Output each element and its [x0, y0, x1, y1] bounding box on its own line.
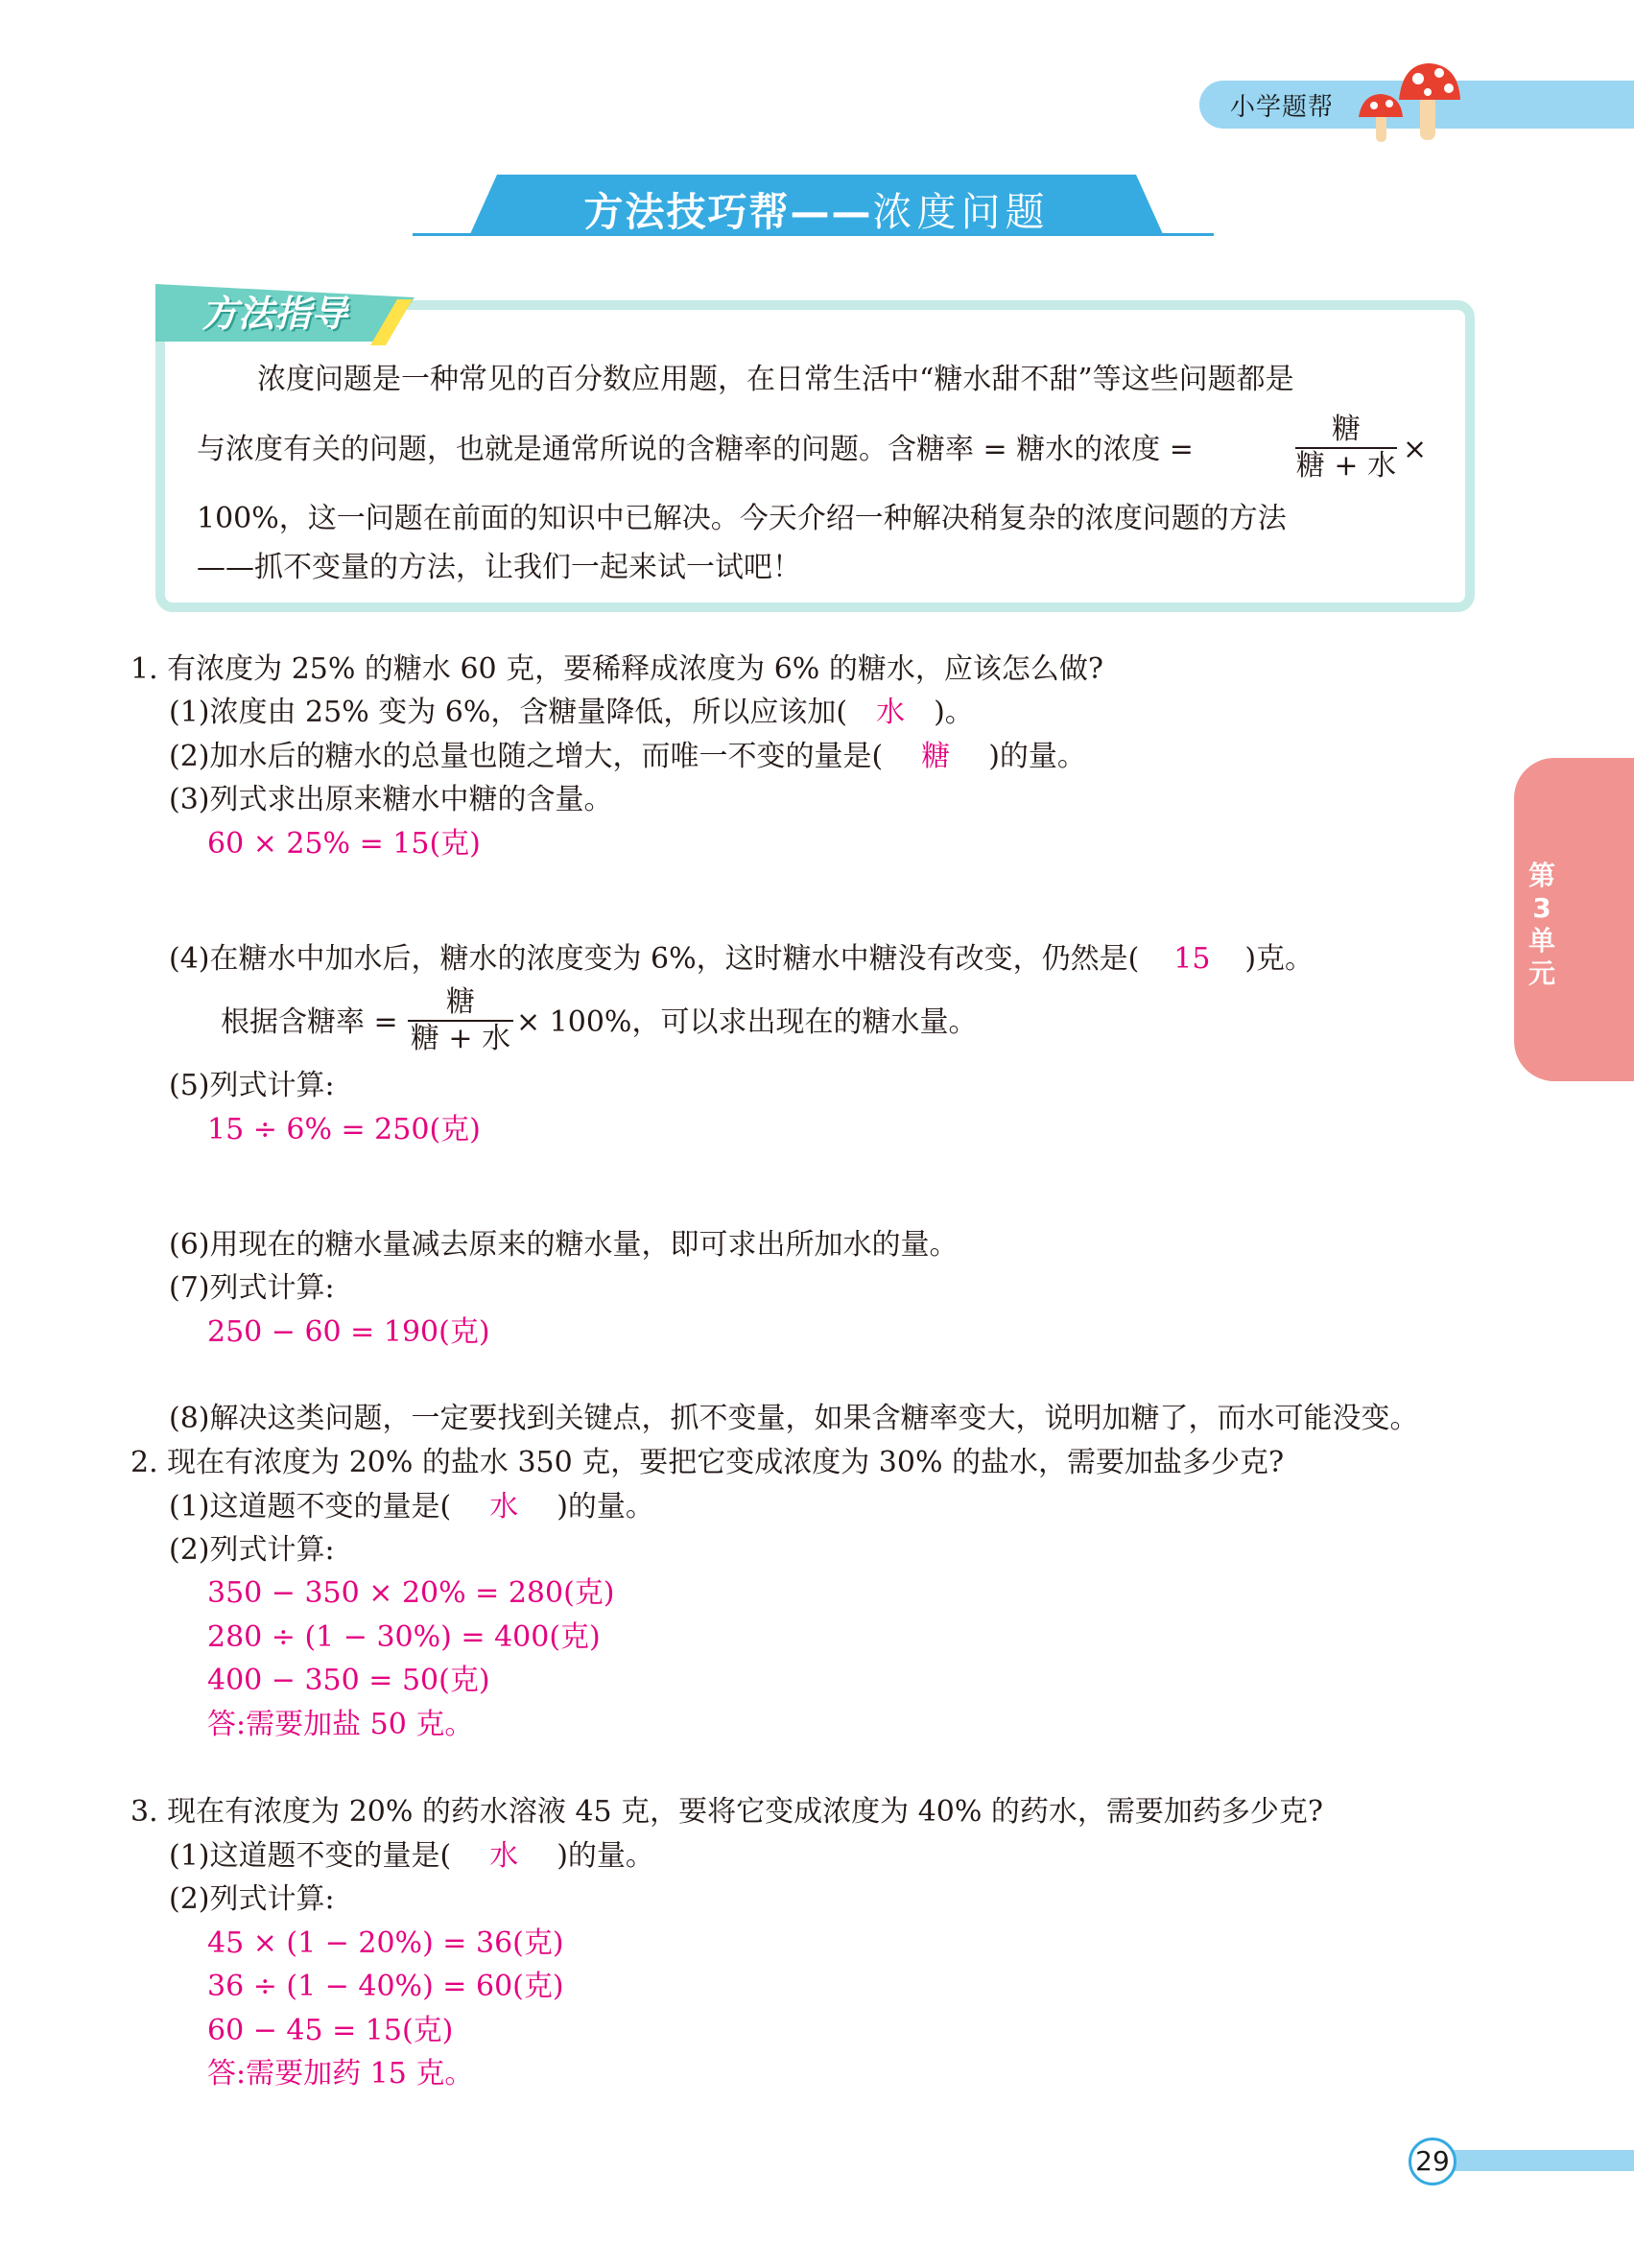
brand-label: 小学题帮	[1230, 93, 1335, 122]
page-title	[470, 180, 1163, 237]
q2-answer-2: 280 ÷ (1 − 30%) = 400(克)	[207, 1620, 601, 1654]
q1-sub-4	[169, 942, 1314, 977]
mushroom-icon	[1351, 58, 1464, 146]
q2-s1-post: )的量。	[557, 1490, 654, 1524]
guide-line-1: 浓度问题是一种常见的百分数应用题，在日常生活中“糖水甜不甜”等这些问题都是	[257, 363, 1294, 396]
q3-answer-3: 60 − 45 = 15(克)	[207, 2014, 454, 2047]
page-number-strip	[1434, 2150, 1634, 2171]
guide-fraction-denominator: 糖 + 水	[1295, 449, 1397, 483]
q1-sub-8: (8)解决这类问题，一定要找到关键点，抓不变量，如果含糖率变大，说明加糖了，而水可能没变。	[169, 1402, 1419, 1435]
q1-sub-7: (7)列式计算:	[169, 1271, 335, 1305]
guide-line-3: 100%，这一问题在前面的知识中已解决。今天介绍一种解决稍复杂的浓度问题的方法	[197, 502, 1287, 535]
title-sub: 浓度问题	[872, 189, 1050, 235]
q3-sub-2: (2)列式计算:	[169, 1882, 335, 1916]
q3-answer-2: 36 ÷ (1 − 40%) = 60(克)	[207, 1970, 564, 2003]
q3-sub-1	[169, 1839, 654, 1874]
q1-s4-text: (4)在糖水中加水后，糖水的浓度变为 6%，这时糖水中糖没有改变，仍然是(	[169, 942, 1140, 976]
method-guide-label: 方法指导	[201, 293, 348, 335]
guide-fraction-numerator: 糖	[1332, 413, 1361, 446]
q2-stem: 2. 现在有浓度为 20% 的盐水 350 克，要把它变成浓度为 30% 的盐水，需要加盐多少克?	[130, 1446, 1285, 1479]
guide-times: ×	[1403, 433, 1428, 466]
q1-answer-3: 60 × 25% = 15(克)	[207, 827, 481, 861]
q2-answer-3: 400 − 350 = 50(克)	[207, 1664, 490, 1697]
q1-sub-4b: 根据含糖率 =	[221, 1005, 398, 1039]
q3-answer-1: 45 × (1 − 20%) = 36(克)	[207, 1926, 564, 1960]
q2-sub-2: (2)列式计算:	[169, 1533, 335, 1567]
q1-answer-7: 250 − 60 = 190(克)	[207, 1315, 490, 1349]
q3-s1-text: (1)这道题不变的量是(	[169, 1839, 452, 1873]
q1-sub-6: (6)用现在的糖水量减去原来的糖水量，即可求出所加水的量。	[169, 1228, 959, 1262]
q1-s4-post: )克。	[1244, 942, 1314, 976]
q3-answer-4: 答:需要加药 15 克。	[207, 2057, 474, 2091]
q1-s4-answer: 15	[1173, 942, 1211, 976]
q1-sub-5: (5)列式计算:	[169, 1069, 335, 1102]
q1-s1-text: (1)浓度由 25% 变为 6%，含糖量降低，所以应该加(	[169, 696, 848, 729]
q1-sub-3: (3)列式求出原来糖水中糖的含量。	[169, 783, 613, 816]
q1-s1-post: )。	[934, 696, 974, 729]
q3-stem: 3. 现在有浓度为 20% 的药水溶液 45 克，要将它变成浓度为 40% 的药水，需要加药多少克?	[130, 1795, 1323, 1829]
guide-line-4: ——抓不变量的方法，让我们一起来试一试吧！	[197, 551, 801, 584]
title-main: 方法技巧帮	[583, 189, 791, 235]
q2-s1-text: (1)这道题不变的量是(	[169, 1490, 452, 1524]
q3-s1-answer: 水	[489, 1839, 519, 1873]
q2-s1-answer: 水	[489, 1490, 519, 1524]
q1-s2-answer: 糖	[921, 740, 951, 773]
title-dash: ——	[790, 189, 873, 235]
q1-s2-text: (2)加水后的糖水的总量也随之增大，而唯一不变的量是(	[169, 740, 884, 773]
guide-fraction	[1295, 413, 1397, 484]
q2-answer-4: 答:需要加盐 50 克。	[207, 1708, 474, 1741]
page-number: 29	[1409, 2138, 1456, 2185]
q1-sub-1	[169, 696, 974, 730]
guide-line-2: 与浓度有关的问题，也就是通常所说的含糖率的问题。含糖率 = 糖水的浓度 =	[197, 433, 1194, 466]
q1-sub-4b-post: × 100%，可以求出现在的糖水量。	[516, 1005, 978, 1039]
q1-fraction	[408, 985, 513, 1056]
q1-sub-2	[169, 740, 1086, 774]
unit-label: 第3单元	[1527, 860, 1555, 989]
q2-answer-1: 350 − 350 × 20% = 280(克)	[207, 1576, 615, 1610]
q1-answer-5: 15 ÷ 6% = 250(克)	[207, 1113, 481, 1146]
q3-s1-post: )的量。	[557, 1839, 654, 1873]
q1-fraction-numerator: 糖	[446, 985, 475, 1019]
q1-fraction-denominator: 糖 + 水	[410, 1022, 511, 1055]
q1-stem: 1. 有浓度为 25% 的糖水 60 克，要稀释成浓度为 6% 的糖水，应该怎么做?	[130, 652, 1103, 686]
q2-sub-1	[169, 1490, 654, 1524]
q1-s1-answer: 水	[876, 696, 906, 729]
q1-s2-post: )的量。	[988, 740, 1086, 773]
